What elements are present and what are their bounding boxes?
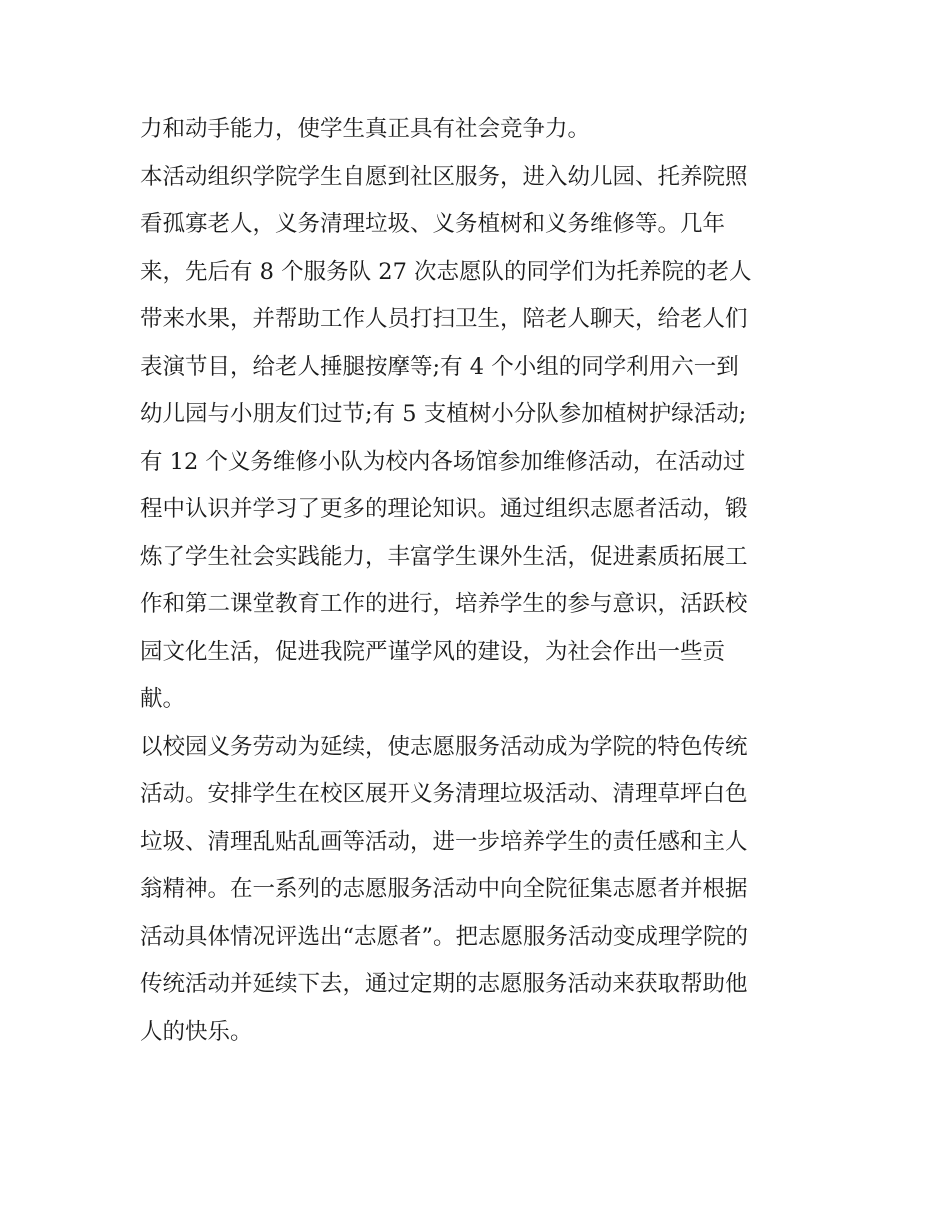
text-line: 幼儿园与小朋友们过节;有 5 支植树小分队参加植树护绿活动; bbox=[140, 401, 747, 427]
text-line: 园文化生活，促进我院严谨学风的建设，为社会作出一些贡 bbox=[140, 638, 726, 665]
text-line: 程中认识并学习了更多的理论知识。通过组织志愿者活动，锻 bbox=[140, 496, 748, 522]
text-line: 炼了学生社会实践能力，丰富学生课外生活，促进素质拓展工 bbox=[140, 543, 748, 570]
text-line: 作和第二课堂教育工作的进行，培养学生的参与意识，活跃校 bbox=[140, 591, 748, 617]
text-line: 看孤寡老人，义务清理垃圾、义务植树和义务维修等。几年 bbox=[140, 211, 726, 237]
text-line: 以校园义务劳动为延续，使志愿服务活动成为学院的特色传统 bbox=[140, 733, 748, 760]
text-line: 垃圾、清理乱贴乱画等活动，进一步培养学生的责任感和主人 bbox=[140, 828, 748, 855]
text-line: 带来水果，并帮助工作人员打扫卫生，陪老人聊天，给老人们 bbox=[140, 306, 748, 332]
text-line: 力和动手能力，使学生真正具有社会竞争力。 bbox=[140, 116, 591, 142]
text-line: 有 12 个义务维修小队为校内各场馆参加维修活动，在活动过 bbox=[140, 448, 746, 475]
text-line: 活动。安排学生在校区展开义务清理垃圾活动、清理草坪白色 bbox=[140, 781, 748, 807]
text-line: 翁精神。在一系列的志愿服务活动中向全院征集志愿者并根据 bbox=[140, 876, 748, 902]
body-text bbox=[140, 106, 820, 1056]
text-line: 来，先后有 8 个服务队 27 次志愿队的同学们为托养院的老人 bbox=[140, 258, 752, 285]
text-line: 活动具体情况评选出“志愿者”。把志愿服务活动变成理学院的 bbox=[140, 923, 749, 950]
text-line: 本活动组织学院学生自愿到社区服务，进入幼儿园、托养院照 bbox=[140, 163, 748, 190]
text-line: 献。 bbox=[140, 686, 186, 712]
text-line: 表演节目，给老人捶腿按摩等;有 4 个小组的同学利用六一到 bbox=[140, 353, 739, 380]
text-line: 人的快乐。 bbox=[140, 1018, 253, 1045]
text-line: 传统活动并延续下去，通过定期的志愿服务活动来获取帮助他 bbox=[140, 971, 748, 997]
